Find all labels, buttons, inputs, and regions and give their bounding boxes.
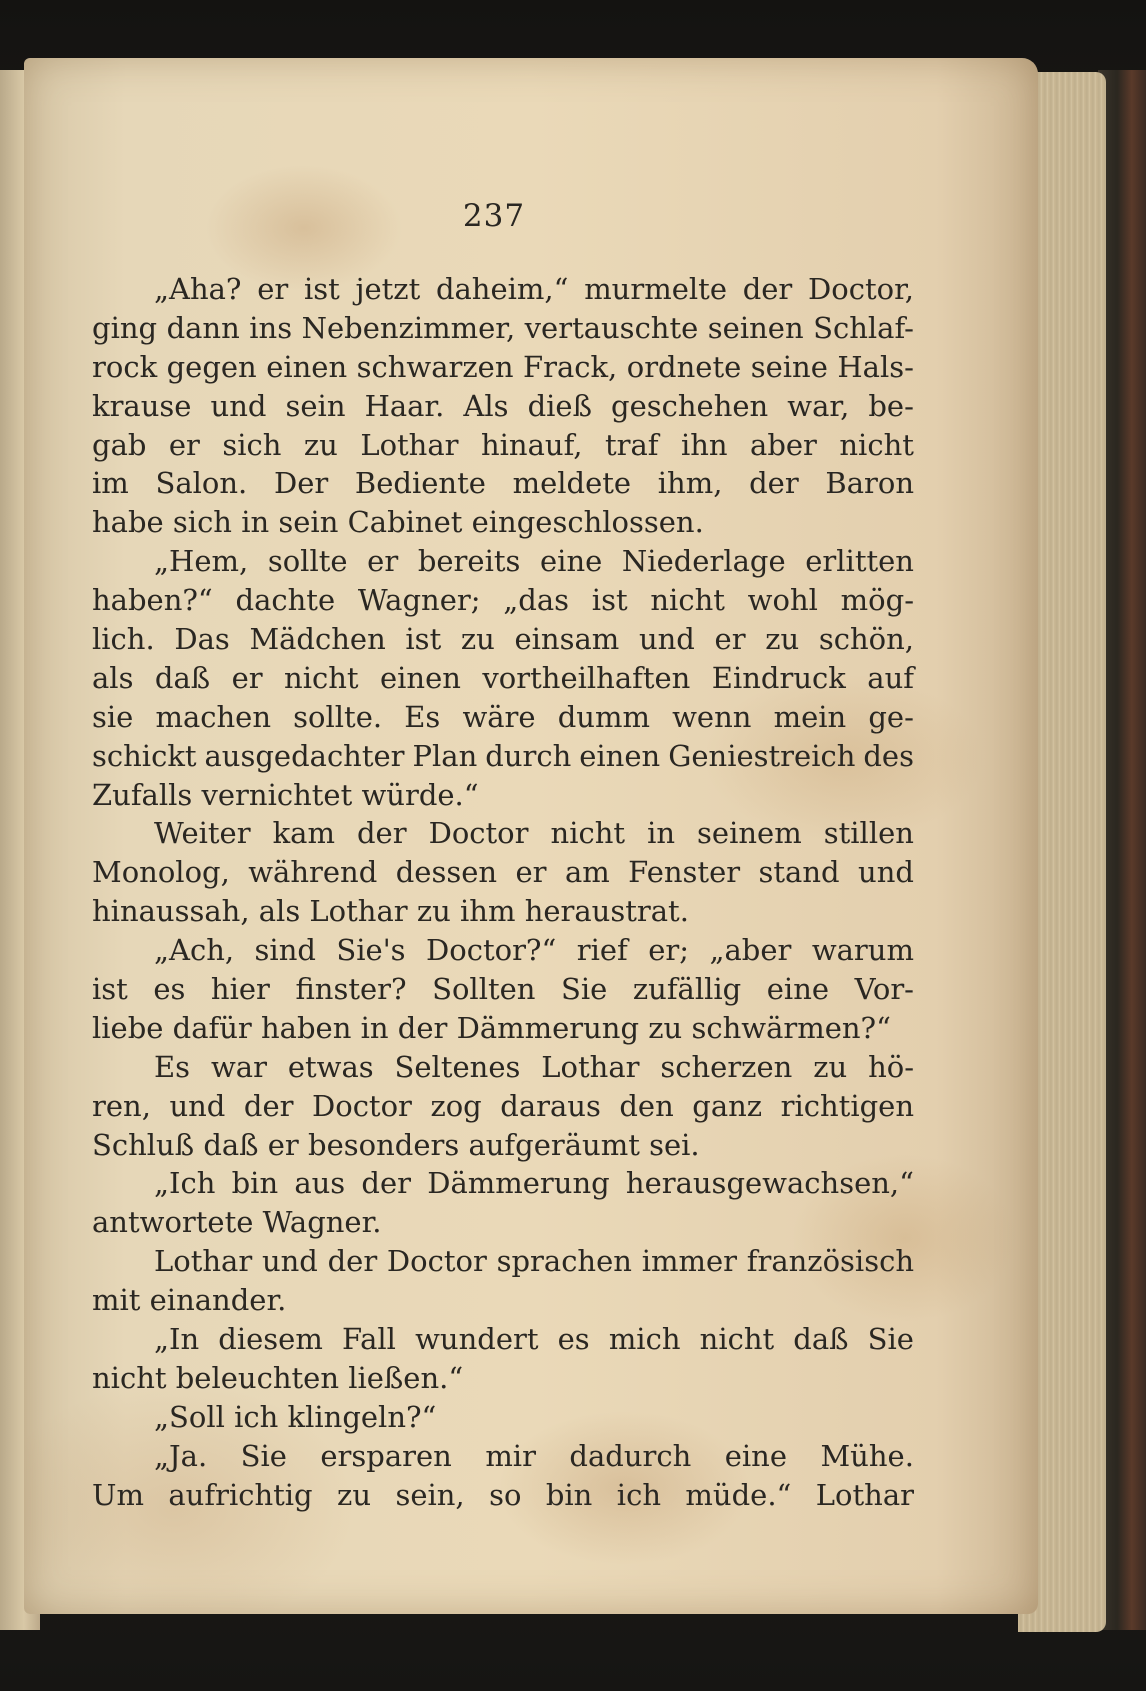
word: nicht beleuchten ließen.“: [92, 1360, 464, 1395]
word: Sie: [240, 1438, 287, 1473]
word: ging: [92, 310, 158, 345]
word: rock: [92, 349, 158, 384]
word: daß: [154, 660, 211, 695]
word: herausgewachsen,“: [625, 1166, 914, 1201]
word: zog: [430, 1088, 482, 1123]
word: seinem: [697, 816, 802, 851]
word: daß: [793, 1322, 849, 1357]
word: zu: [303, 427, 338, 462]
word: Dämmerung: [427, 1166, 610, 1201]
word: es: [153, 972, 186, 1007]
text-line: [92, 464, 914, 503]
word: schön,: [818, 622, 914, 657]
word: traf: [604, 427, 659, 462]
word: und: [858, 855, 914, 890]
word: hinaussah, als Lothar zu ihm heraustrat.: [92, 894, 689, 929]
text-line: [92, 1437, 914, 1476]
word: zu: [460, 622, 495, 657]
text-line: [92, 659, 914, 698]
word: Lothar: [360, 427, 459, 462]
word: „Ich: [154, 1166, 216, 1201]
word: krause: [92, 388, 192, 423]
text-line: [92, 698, 914, 737]
word: so: [489, 1477, 522, 1512]
word: „Ja.: [154, 1438, 208, 1473]
word: dumm: [557, 699, 650, 734]
word: dessen: [395, 855, 498, 890]
word: stillen: [823, 816, 914, 851]
word: daraus: [500, 1088, 601, 1123]
text-line: [92, 1398, 914, 1437]
word: ich: [616, 1477, 661, 1512]
page-number: 237: [462, 198, 526, 234]
word: „Ach,: [154, 933, 235, 968]
word: er: [231, 660, 263, 695]
text-line: [92, 853, 914, 892]
word: Eindruck: [711, 660, 846, 695]
word: Hals-: [837, 349, 914, 384]
word: nicht: [284, 660, 359, 695]
word: und: [169, 1088, 226, 1123]
word: sein,: [395, 1477, 465, 1512]
word: vortheilhaften: [482, 660, 691, 695]
word: Fall: [341, 1322, 396, 1357]
word: vertauschte: [524, 310, 699, 345]
word: hier: [210, 972, 270, 1007]
word: eine: [540, 544, 603, 579]
word: ist: [92, 972, 128, 1007]
word: sollte.: [293, 699, 383, 734]
text-line: [92, 1203, 914, 1242]
word: der: [361, 1166, 411, 1201]
word: am: [564, 855, 610, 890]
text-line: [92, 1048, 914, 1087]
word: seinen: [707, 310, 804, 345]
word: er: [515, 855, 547, 890]
word: murmelte: [584, 272, 727, 306]
word: ausgedachter: [204, 738, 405, 773]
word: Lothar: [541, 1049, 640, 1084]
word: der: [356, 816, 407, 851]
text-line: [92, 581, 914, 620]
word: erlitten: [805, 544, 914, 579]
word: Vor-: [854, 972, 914, 1007]
word: Fenster: [628, 855, 741, 890]
word: ins: [249, 310, 293, 345]
word: Als: [463, 388, 509, 423]
word: Sie: [867, 1322, 914, 1357]
word: zu: [337, 1477, 372, 1512]
word: schwarzen: [356, 349, 514, 384]
word: Schluß daß er besonders aufgeräumt sei.: [92, 1127, 700, 1162]
word: Nebenzimmer,: [301, 310, 516, 345]
text-line: [92, 503, 914, 542]
word: wenn: [672, 699, 752, 734]
word: „Hem,: [154, 544, 249, 579]
word: bereits: [417, 544, 521, 579]
word: richtigen: [780, 1088, 914, 1123]
word: „aber: [709, 933, 792, 968]
word: während: [248, 855, 378, 890]
word: als: [92, 660, 134, 695]
text-line: [92, 387, 914, 426]
word: Lothar: [815, 1477, 914, 1512]
word: gegen: [166, 349, 257, 384]
word: „Aha?: [154, 272, 242, 306]
word: in: [647, 816, 676, 851]
text-line: [92, 348, 914, 387]
word: aus: [294, 1166, 346, 1201]
word: eine: [724, 1438, 788, 1473]
word: Lothar: [154, 1244, 253, 1279]
word: einen: [380, 660, 461, 695]
word: ihn: [680, 427, 728, 462]
word: be-: [868, 388, 914, 423]
word: nicht: [839, 427, 914, 462]
word: Doctor,: [808, 272, 914, 306]
text-line: [92, 1087, 914, 1126]
word: er: [257, 272, 289, 306]
word: Monolog,: [92, 855, 230, 890]
word: schickt: [92, 738, 197, 773]
word: Mädchen: [249, 622, 386, 657]
word: Doctor: [311, 1088, 412, 1123]
word: sie: [92, 699, 134, 734]
word: Seltenes: [394, 1049, 521, 1084]
text-line: [92, 542, 914, 581]
word: Haar.: [364, 388, 445, 423]
word: immer: [641, 1244, 737, 1279]
word: ge-: [868, 699, 914, 734]
text-line: [92, 1242, 914, 1281]
word: „Soll ich klingeln?“: [154, 1399, 437, 1434]
text-line: [92, 1126, 914, 1165]
word: zu: [765, 622, 800, 657]
word: etwas: [287, 1049, 374, 1084]
word: seine: [750, 349, 828, 384]
text-line: [92, 1320, 914, 1359]
word: sind: [254, 933, 316, 968]
word: wäre: [462, 699, 536, 734]
word: der: [749, 466, 799, 501]
word: sein: [285, 388, 346, 423]
word: im: [92, 466, 129, 501]
word: mich: [608, 1322, 681, 1357]
text-line: [92, 1476, 914, 1515]
word: Geniestreich: [668, 738, 856, 773]
word: es: [557, 1322, 590, 1357]
word: zu: [813, 1049, 848, 1084]
word: der: [243, 1088, 294, 1123]
word: geschehen: [611, 388, 769, 423]
word: Sie: [561, 972, 608, 1007]
word: rief: [576, 933, 628, 968]
word: des: [863, 738, 914, 773]
word: ihm,: [657, 466, 723, 501]
word: nicht: [550, 816, 626, 851]
text-line: [92, 309, 914, 348]
word: französisch: [746, 1244, 914, 1279]
word: finster?: [295, 972, 407, 1007]
text-line: [92, 931, 914, 970]
word: Salon.: [155, 466, 248, 501]
word: Es: [404, 699, 441, 734]
word: ist: [591, 583, 628, 618]
word: wohl: [747, 583, 818, 618]
word: jetzt: [355, 272, 421, 306]
text-line: [92, 776, 914, 815]
word: Mühe.: [820, 1438, 914, 1473]
word: Plan: [412, 738, 478, 773]
word: Baron: [825, 466, 914, 501]
word: war,: [787, 388, 850, 423]
word: „In: [154, 1322, 200, 1357]
word: eine: [766, 972, 830, 1007]
word: ordnete: [626, 349, 742, 384]
word: hö-: [868, 1049, 914, 1084]
word: ersparen: [320, 1438, 452, 1473]
word: dieß: [527, 388, 592, 423]
word: aber: [750, 427, 817, 462]
word: dachte: [235, 583, 336, 618]
word: einen: [579, 738, 661, 773]
word: und: [210, 388, 267, 423]
word: Frack,: [522, 349, 618, 384]
word: Das: [174, 622, 230, 657]
word: er: [714, 622, 746, 657]
word: kam: [272, 816, 335, 851]
word: mit einander.: [92, 1283, 287, 1318]
word: der: [327, 1244, 378, 1279]
word: und: [638, 622, 695, 657]
word: ganz: [692, 1088, 763, 1123]
word: Zufalls vernichtet würde.“: [92, 777, 479, 812]
word: mög-: [840, 583, 914, 618]
word: durch: [485, 738, 572, 773]
body-text: [92, 270, 914, 1515]
word: sich: [222, 427, 282, 462]
word: hinauf,: [480, 427, 583, 462]
word: müde.“: [685, 1477, 792, 1512]
word: auf: [867, 660, 914, 695]
word: Sie's: [336, 933, 406, 968]
word: daheim,“: [435, 272, 569, 306]
word: Der: [273, 466, 329, 501]
word: scherzen: [660, 1049, 793, 1084]
word: Um: [92, 1477, 144, 1512]
word: meldete: [512, 466, 632, 501]
word: aufrichtig: [168, 1477, 313, 1512]
word: einen: [266, 349, 348, 384]
text-line: [92, 620, 914, 659]
word: er;: [648, 933, 690, 968]
word: gab: [92, 427, 147, 462]
word: stand: [758, 855, 840, 890]
word: den: [619, 1088, 674, 1123]
word: und: [261, 1244, 318, 1279]
word: ren,: [92, 1088, 151, 1123]
word: Schlaf-: [813, 310, 914, 345]
word: Bediente: [354, 466, 486, 501]
text-line: [92, 426, 914, 465]
text-line: [92, 814, 914, 853]
text-line: [92, 270, 914, 309]
word: Es: [154, 1049, 191, 1084]
word: Doctor?“: [426, 933, 557, 968]
book-page: [24, 58, 1038, 1614]
word: liebe dafür haben in der Dämmerung zu schwärmen?“: [92, 1010, 891, 1045]
word: Doctor: [428, 816, 529, 851]
text-line: [92, 1009, 914, 1048]
word: einsam: [514, 622, 620, 657]
word: habe sich in sein Cabinet eingeschlossen.: [92, 505, 704, 540]
word: warum: [811, 933, 914, 968]
word: Wagner;: [357, 583, 481, 618]
word: bin: [231, 1166, 279, 1201]
word: sprachen: [496, 1244, 632, 1279]
word: dadurch: [569, 1438, 692, 1473]
word: mir: [485, 1438, 536, 1473]
word: lich.: [92, 622, 155, 657]
word: er: [367, 544, 399, 579]
word: ist: [405, 622, 442, 657]
word: mein: [773, 699, 847, 734]
text-line: [92, 970, 914, 1009]
word: der: [742, 272, 793, 306]
word: haben?“: [92, 583, 213, 618]
text-line: [92, 737, 914, 776]
word: dann: [166, 310, 240, 345]
word: antwortete Wagner.: [92, 1205, 382, 1240]
word: er: [168, 427, 200, 462]
word: Niederlage: [621, 544, 786, 579]
word: wundert: [415, 1322, 539, 1357]
word: Sollten: [432, 972, 536, 1007]
word: sollte: [267, 544, 348, 579]
text-line: [92, 892, 914, 931]
text-line: [92, 1359, 914, 1398]
word: diesem: [218, 1322, 323, 1357]
word: bin: [545, 1477, 593, 1512]
text-line: [92, 1281, 914, 1320]
word: machen: [155, 699, 272, 734]
word: ist: [303, 272, 340, 306]
word: nicht: [699, 1322, 775, 1357]
word: Doctor: [386, 1244, 487, 1279]
word: nicht: [650, 583, 725, 618]
word: Weiter: [154, 816, 251, 851]
word: zufällig: [632, 972, 742, 1007]
word: „das: [503, 583, 570, 618]
word: war: [210, 1049, 267, 1084]
text-line: [92, 1164, 914, 1203]
